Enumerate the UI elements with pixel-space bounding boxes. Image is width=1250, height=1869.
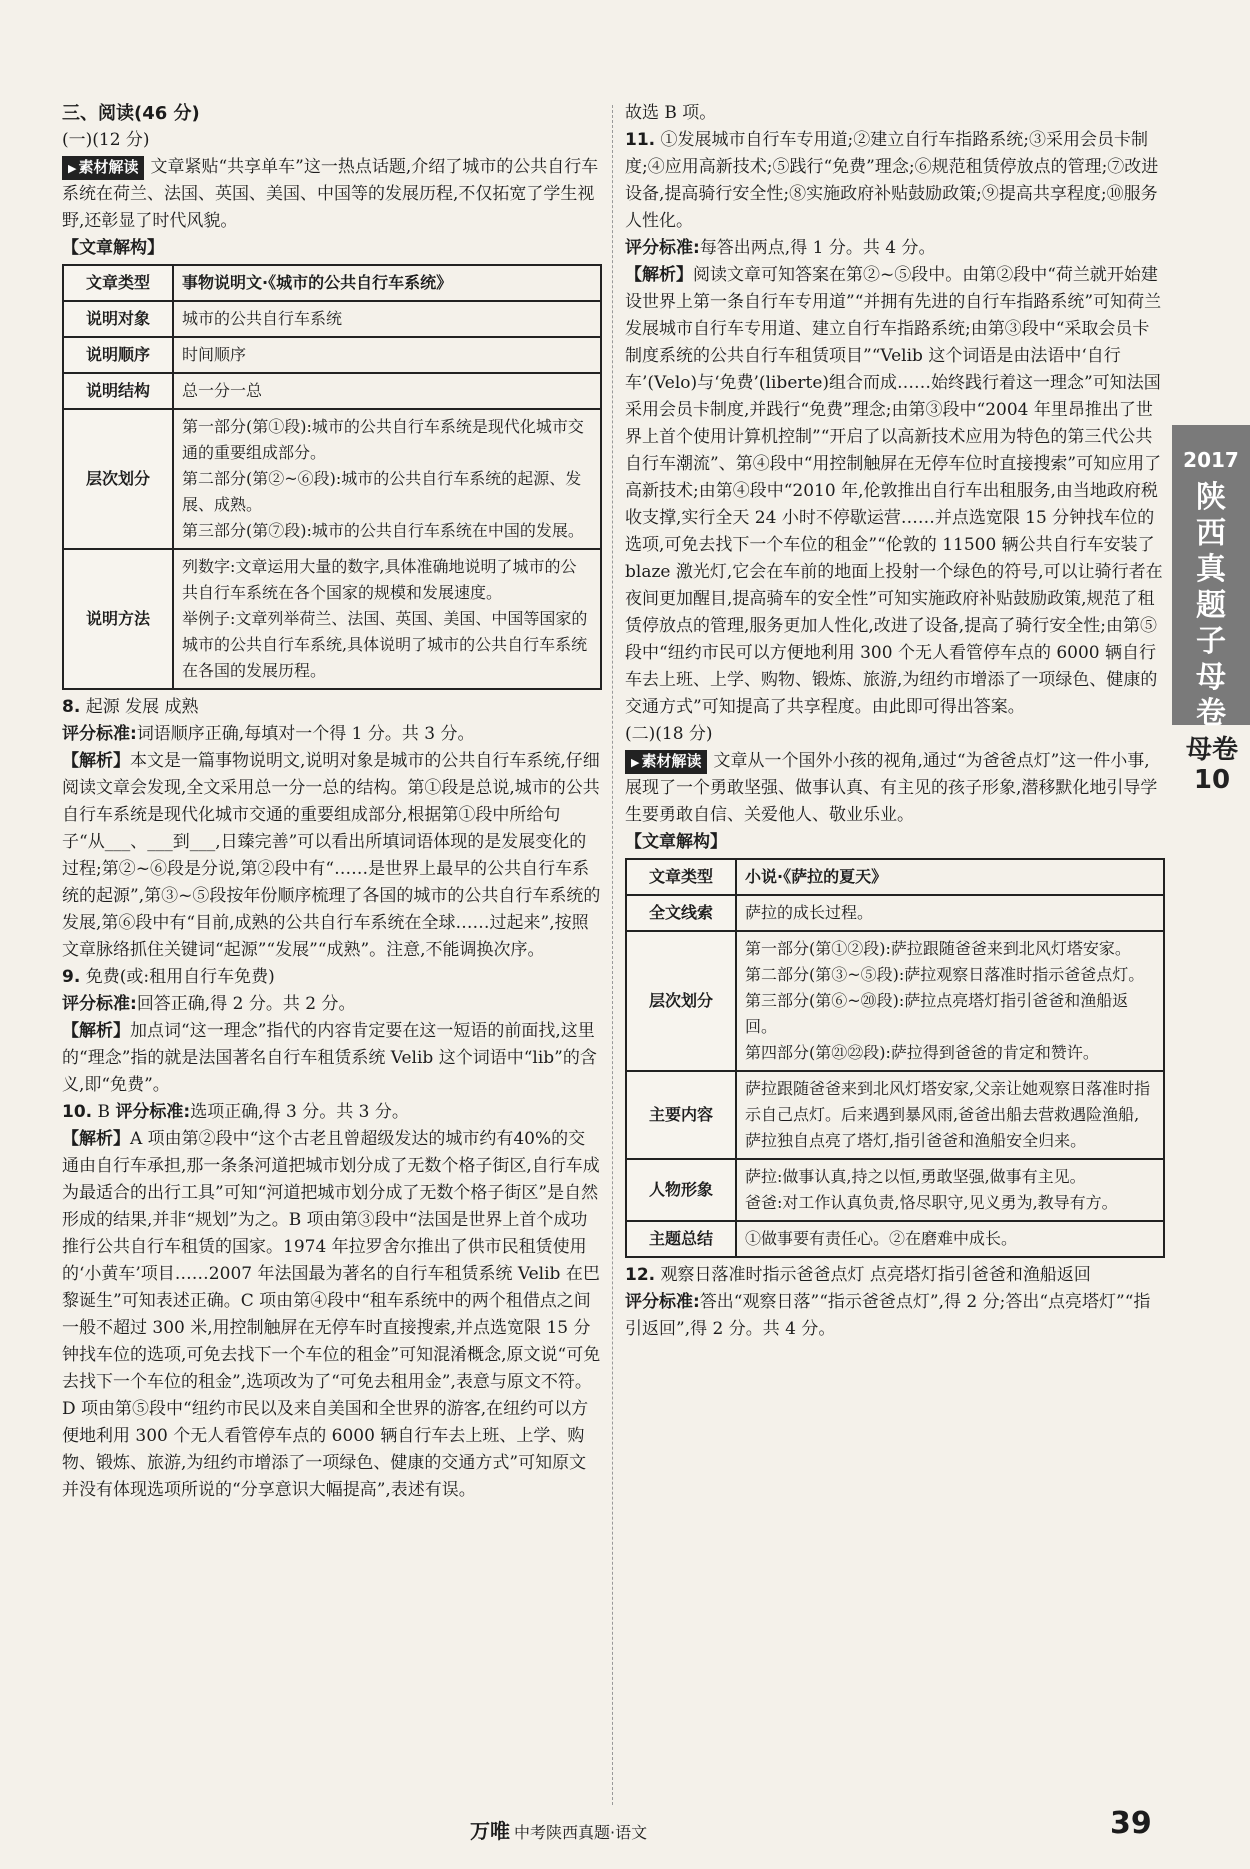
side-tab [1172,425,1250,731]
play-icon: ▶ [631,756,640,769]
table-row: 层次划分 第一部分(第①②段):萨拉跟随爸爸来到北风灯塔安家。 第二部分(第③~⑤段):萨拉观察日落准时指示爸爸点灯。 第三部分(第⑥~⑳段):萨拉点亮塔灯指引爸爸和渔船返回。 第四部分(第㉑㉒段):萨拉得到爸爸的肯定和赞许。 [626,931,1164,1071]
q10-analysis: 【解析】A 项由第②段中“这个古老且曾超级发达的城市约有40%的交通由自行车承担,那一条条河道把城市划分成了无数个格子街区,自行车成为最适合的出行工具”可知“河道把城市划分成了无数个格子街区”是自然形成的结果,并非“规划”为之。B 项由第③段中“法国是世界上首个成功推行公共自行车租赁的国家。1974 年拉罗舍尔推出了供市民租赁使用的‘小黄车’项目……2007 年法国最为著名的自行车租赁系统 Velib 在巴黎诞生”可知表述正确。C 项由第④段中“租车系统中的两个租借点之间一般不超过 300 米,用控制触屏在无停车时直接搜索,并点选宽限 15 分钟找车位的选项,可免去找下一个车位的租金”可知混淆概念,原文说“可免去找下一个车位的租金”,选项改为了“可免去租用金”,表意与原文不符。D 项由第⑤段中“纽约市民以及来自美国和全世界的游客,在纽约可以方便地利用 300 个无人看管停车点的 6000 辆自行车去上班、上学、购物、锻炼、旅游,为纽约市增添了一项绿色、健康的交通方式”可知原文并没有体现选项所说的“分享意识大幅提高”,表述有误。 [62,1129,601,1500]
part2-title: (二)(18 分) [625,724,713,744]
q9-analysis: 【解析】加点词“这一理念”指代的内容肯定要在这一短语的前面找,这里的“理念”指的就是法国著名自行车租赁系统 Velib 这个词语中“lib”的含义,即“免费”。 [62,1021,597,1095]
q12-answer: 12. 观察日落准时指示爸爸点灯 点亮塔灯指引爸爸和渔船返回 [625,1265,1091,1285]
side-title: 陕西真题子母卷 [1196,480,1226,731]
table-row: 层次划分 第一部分(第①段):城市的公共自行车系统是现代化城市交通的重要组成部分。 第二部分(第②~⑥段):城市的公共自行车系统的起源、发展、成熟。 第三部分(第⑦段):城市的公共自行车系统在中国的发展。 [63,409,601,549]
table-row: 说明对象 城市的公共自行车系统 [63,301,601,337]
table-row: 文章类型 小说·《萨拉的夏天》 [626,859,1164,895]
material-intro [625,748,1165,829]
table-row: 主题总结 ①做事要有责任心。②在磨难中成长。 [626,1221,1164,1257]
section-title: 三、阅读(46 分) [62,103,200,124]
intro-text: 文章紧贴“共享单车”这一热点话题,介绍了城市的公共自行车系统在荷兰、法国、英国、美国、中国等的发展历程,不仅拓宽了学生视野,还彰显了时代风貌。 [62,157,599,231]
structure-table [62,264,602,690]
left-column [62,100,602,1504]
table-row: 人物形象 萨拉:做事认真,持之以恒,勇敢坚强,做事有主见。 爸爸:对工作认真负责,恪尽职守,见义勇为,教导有方。 [626,1159,1164,1221]
table-row: 说明方法 列数字:文章运用大量的数字,具体准确地说明了城市的公共自行车系统在各个国家的规模和发展速度。 举例子:文章列举荷兰、法国、英国、美国、中国等国家的城市的公共自行车系统,具体说明了城市的公共自行车系统在各国的发展历程。 [63,549,601,689]
q12-standard: 评分标准:答出“观察日落”“指示爸爸点灯”,得 2 分;答出“点亮塔灯”“指引返回”,得 2 分。共 4 分。 [625,1292,1151,1339]
brand-logo: 万唯 [470,1819,510,1843]
column-divider [612,105,613,1805]
q11-standard: 评分标准:每答出两点,得 1 分。共 4 分。 [625,238,936,258]
q8-analysis: 【解析】本文是一篇事物说明文,说明对象是城市的公共自行车系统,仔细阅读文章会发现,全文采用总一分一总的结构。第①段是总说,城市的公共自行车系统是现代化城市交通的重要组成部分,根据第①段中所给句子“从___、___到___,日臻完善”可以看出所填词语体现的是发展变化的过程;第②~⑥段是分说,第②段中有“……是世界上最早的公共自行车系统的起源”,第③~⑤段按年份顺序梳理了各国的城市的公共自行车系统的发展,第⑥段中有“目前,成熟的公共自行车系统在全球……过起来”,按照文章脉络抓住关键词“起源”“发展”“成熟”。注意,不能调换次序。 [62,751,601,960]
part1-title: (一)(12 分) [62,130,150,150]
table-row: 全文线索 萨拉的成长过程。 [626,895,1164,931]
jiegou-title: 【文章解构】 [62,238,164,258]
q9-answer: 9. 免费(或:租用自行车免费) [62,967,275,987]
q11-analysis: 【解析】阅读文章可知答案在第②~⑤段中。由第②段中“荷兰就开始建设世界上第一条自行车专用道”“并拥有先进的自行车指路系统”可知荷兰发展城市自行车专用道、建立自行车指路系统;由第③段中“采取会员卡制度系统的公共自行车租赁项目”“Velib 这个词语是由法语中‘自行车’(Velo)与‘免费’(liberte)组合而成……始终践行着这一理念”可知法国采用会员卡制度,并践行“免费”理念;由第③段中“2004 年里昂推出了世界上首个使用计算机控制”“开启了以高新技术应用为特色的第三代公共自行车潮流”、第④段中“用控制触屏在无停车位时直接搜索”可知应用了高新技术;由第④段中“2010 年,伦敦推出自行车出租服务,由当地政府税收支撑,实行全天 24 小时不停歇运营……并点选宽限 15 分钟找车位的选项,可免去找下一个车位的租金”“伦敦的 11500 辆公共自行车安装了 blaze 激光灯,它会在车前的地面上投射一个绿色的符号,可以让骑行者在夜间更加醒目,提高骑车的安全性”可知实施政府补贴鼓励政策,规范了租赁停放点的管理,服务更加人性化,改进了设备,提高了骑行安全性;由第⑤段中“纽约市民可以方便地利用 300 个无人看管停车点的 6000 辆自行车去上班、上学、购物、锻炼、旅游,为纽约市增添了一项绿色、健康的交通方式”可知提高了共享程度。由此即可得出答案。 [625,265,1163,717]
q8-standard: 评分标准:词语顺序正确,每填对一个得 1 分。共 3 分。 [62,724,475,744]
table-row: 说明顺序 时间顺序 [63,337,601,373]
intro-text: 文章从一个国外小孩的视角,通过“为爸爸点灯”这一件小事,展现了一个勇敢坚强、做事认真、有主见的孩子形象,潜移默化地引导学生要勇敢自信、关爱他人、敬业乐业。 [625,751,1158,825]
table-row: 说明结构 总一分一总 [63,373,601,409]
page-number: 39 [1110,1806,1152,1841]
continued-text: 故选 B 项。 [625,103,717,123]
right-column [625,100,1165,1343]
side-year: 2017 [1183,448,1239,472]
volume-label: 母卷10 [1185,735,1238,795]
q8-answer: 8. 起源 发展 成熟 [62,697,199,717]
play-icon: ▶ [68,162,77,175]
material-tag: ▶ 素材解读 [62,156,144,180]
q10-answer: 10. B 评分标准:选项正确,得 3 分。共 3 分。 [62,1102,409,1122]
q11-answer: 11. ①发展城市自行车专用道;②建立自行车指路系统;③采用会员卡制度;④应用高新技术;⑤践行“免费”理念;⑥规范租赁停放点的管理;⑦改进设备,提高骑行安全性;⑧实施政府补贴鼓励政策;⑨提高共享程度;⑩服务人性化。 [625,130,1159,231]
footer-text: 中考陕西真题·语文 [514,1823,648,1842]
material-tag: ▶ 素材解读 [625,750,707,774]
table-row: 文章类型 事物说明文·《城市的公共自行车系统》 [63,265,601,301]
q9-standard: 评分标准:回答正确,得 2 分。共 2 分。 [62,994,356,1014]
jiegou-title: 【文章解构】 [625,832,727,852]
table-row: 主要内容 萨拉跟随爸爸来到北风灯塔安家,父亲让她观察日落准时指示自己点灯。后来遇到暴风雨,爸爸出船去营救遇险渔船,萨拉独自点亮了塔灯,指引爸爸和渔船安全归来。 [626,1071,1164,1159]
structure-table [625,858,1165,1258]
material-intro [62,154,602,235]
